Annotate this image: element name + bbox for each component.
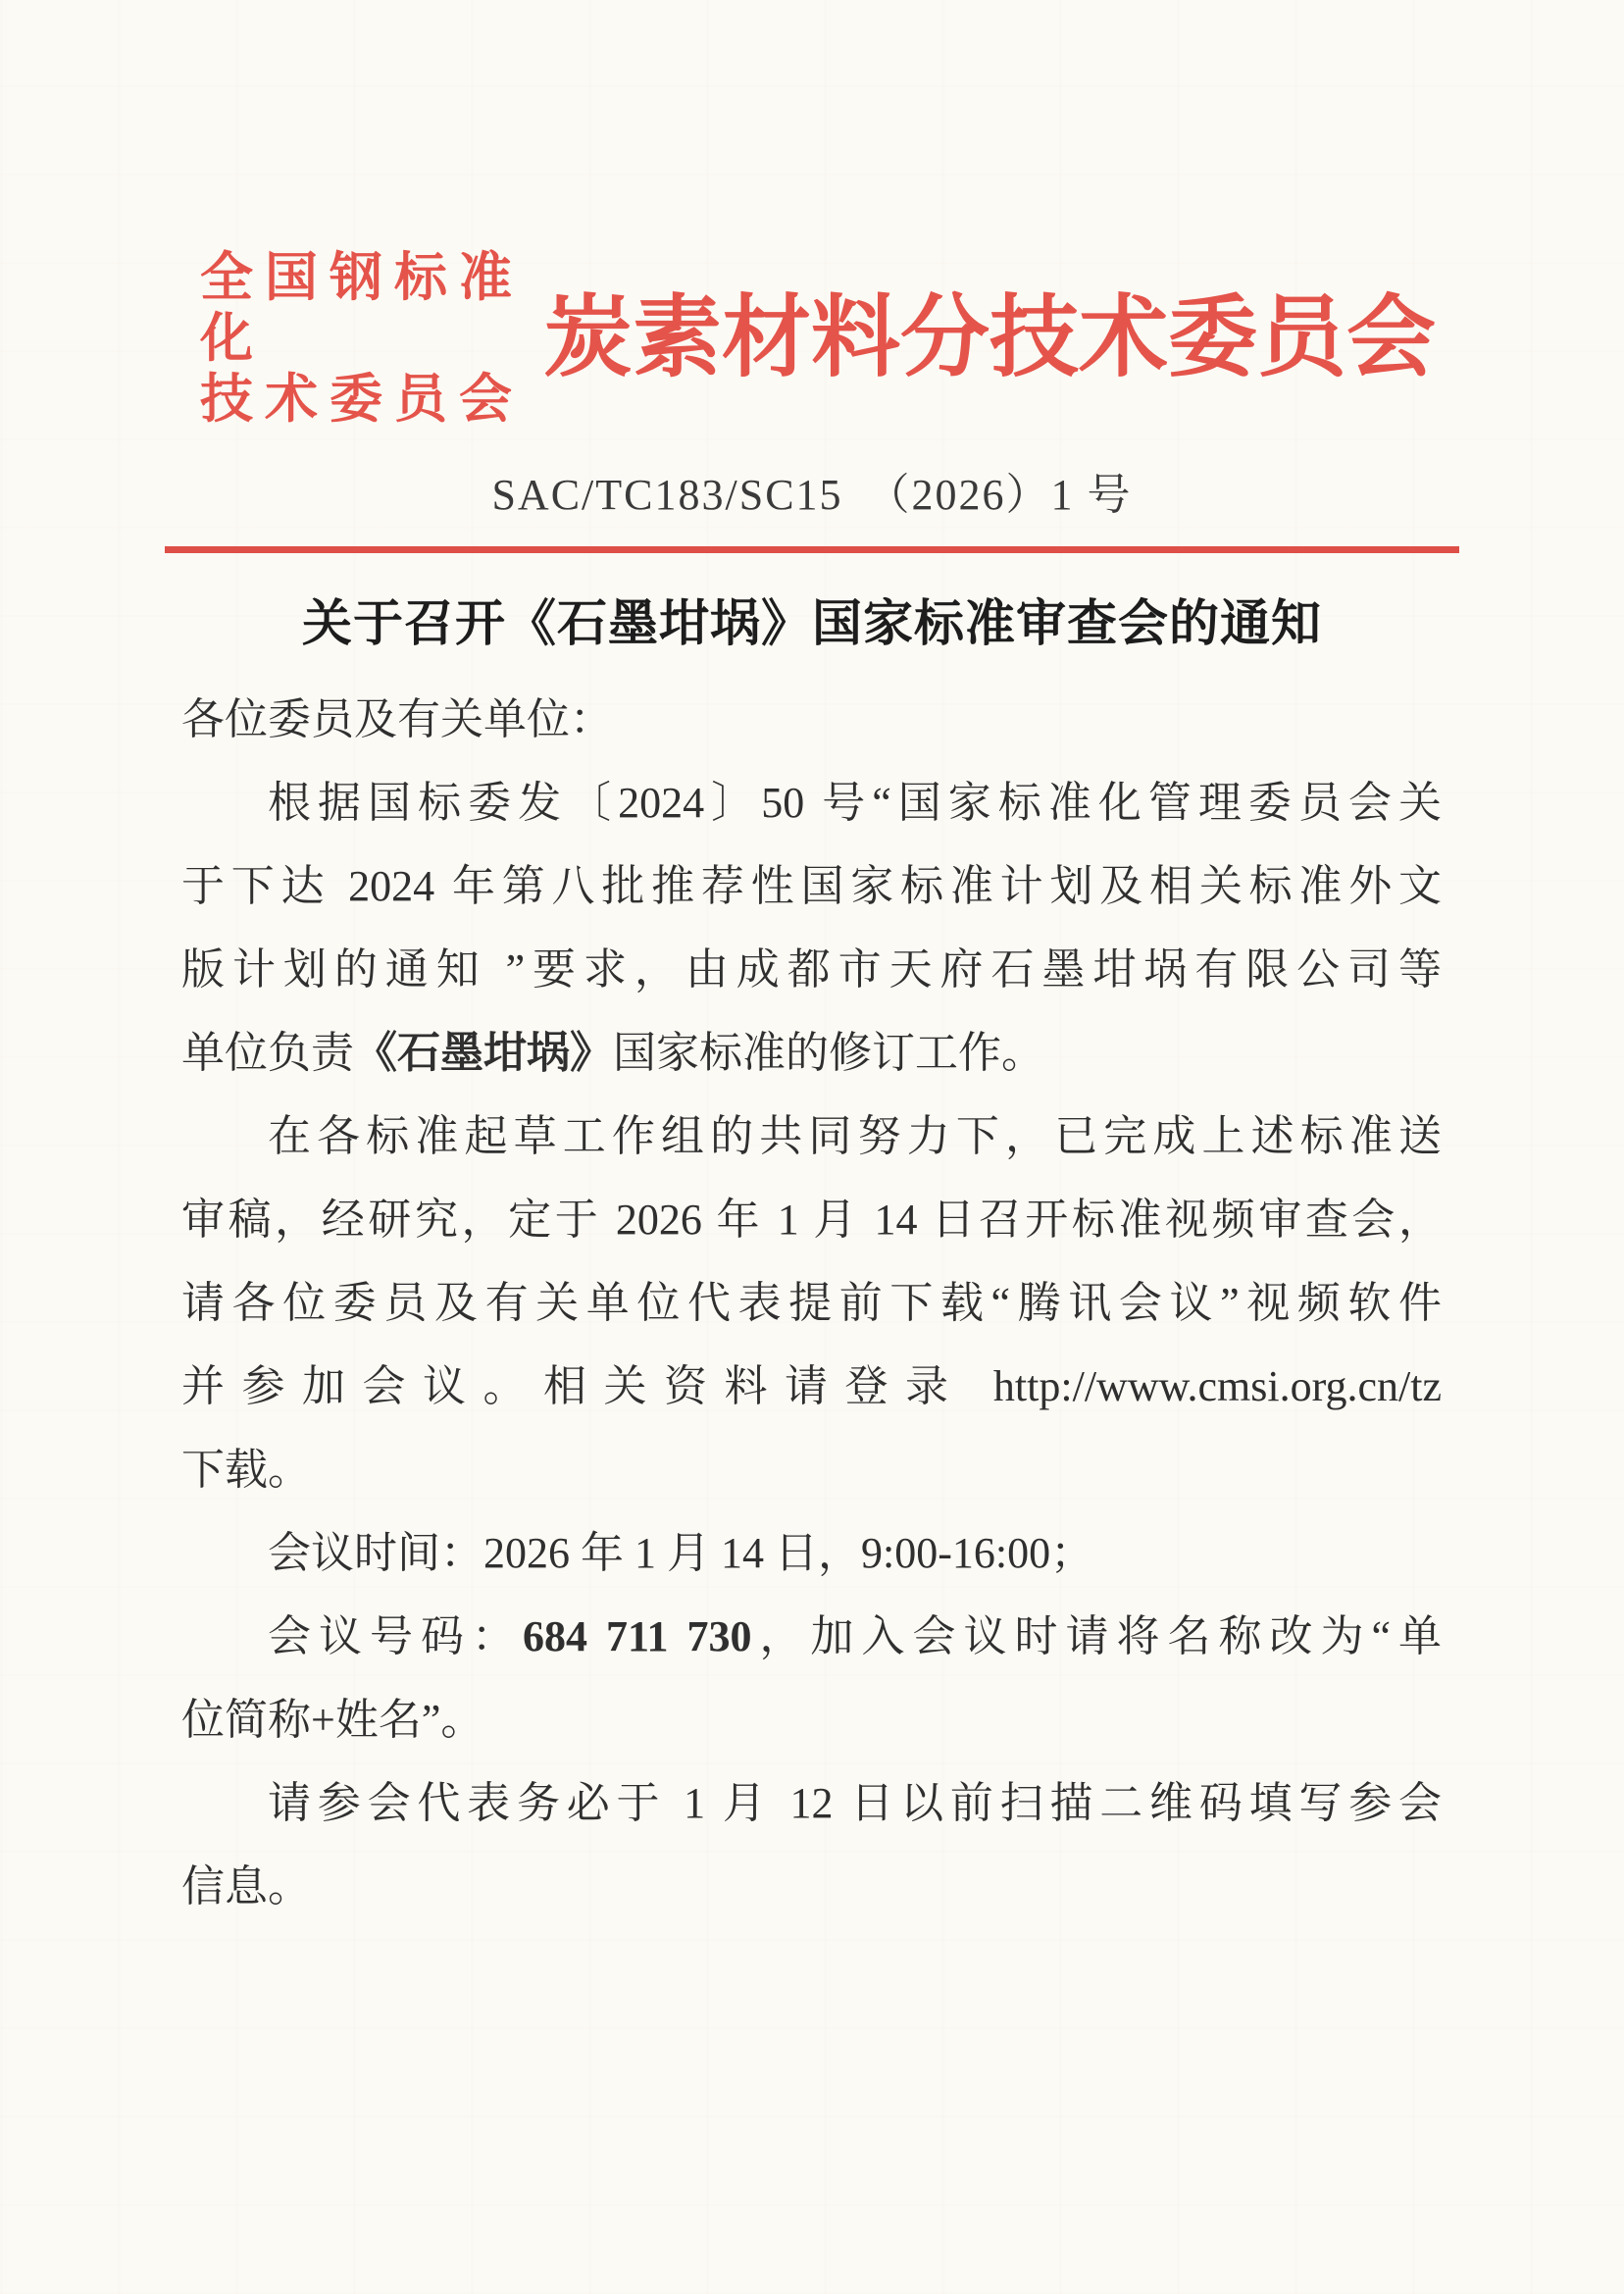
red-divider-rule: [165, 546, 1459, 553]
body-line: [181, 1345, 1442, 1428]
text-segment: 版计划的通知 ”要求，由成都市天府石墨坩埚有限公司等: [181, 945, 1442, 994]
text-segment: 国家标准的修订工作。: [613, 1029, 1044, 1077]
body-line: [181, 1845, 1442, 1928]
text-segment: 请参会代表务必于 1 月 12 日以前扫描二维码填写参会: [268, 1779, 1442, 1827]
org-name-large: 炭素材料分技术委员会: [543, 288, 1437, 388]
document-number: SAC/TC183/SC15 （2026）1 号: [491, 471, 1133, 519]
text-segment: 并参加会议。相关资料请登录 http://www.cmsi.org.cn/tz: [181, 1362, 1442, 1410]
body-line: [181, 1261, 1442, 1345]
body-line: [181, 1095, 1442, 1178]
text-segment: 在各标准起草工作组的共同努力下，已完成上述标准送: [268, 1112, 1442, 1160]
text-segment: 信息。: [181, 1862, 311, 1911]
text-segment: 根据国标委发〔2024〕50 号“国家标准化管理委员会关: [268, 779, 1442, 827]
text-segment: 于下达 2024 年第八批推荐性国家标准计划及相关标准外文: [181, 862, 1442, 910]
notice-title: 关于召开《石墨坩埚》国家标准审查会的通知: [301, 597, 1322, 652]
body-line: [181, 1678, 1442, 1761]
letterhead: [165, 247, 1459, 430]
text-segment: 位简称+姓名”。: [181, 1696, 484, 1744]
text-segment: ，加入会议时请将名称改为“单: [751, 1612, 1442, 1660]
body-line: [181, 1011, 1442, 1095]
body-line: [181, 1511, 1442, 1595]
body-text: [181, 678, 1442, 1928]
text-segment: 单位负责: [181, 1029, 354, 1077]
body-line: [181, 844, 1442, 928]
text-segment: 各位委员及有关单位：: [181, 695, 613, 743]
body-line: [181, 1595, 1442, 1678]
body-line: [181, 678, 1442, 761]
text-segment: 审稿，经研究，定于 2026 年 1 月 14 日召开标准视频审查会，: [181, 1196, 1442, 1244]
text-segment: 请各位委员及有关单位代表提前下载“腾讯会议”视频软件: [181, 1279, 1442, 1327]
org-name-small: [200, 247, 512, 430]
body-line: [181, 761, 1442, 844]
emphasized-text: 684 711 730: [522, 1612, 752, 1660]
text-segment: 下载。: [181, 1446, 311, 1494]
body-line: [181, 1428, 1442, 1511]
emphasized-text: 《石墨坩埚》: [354, 1029, 613, 1077]
org-name-small-line2: 技术委员会: [200, 370, 512, 429]
body-line: [181, 928, 1442, 1011]
body-line: [181, 1761, 1442, 1845]
text-segment: 会议号码：: [268, 1612, 523, 1660]
body-line: [181, 1178, 1442, 1261]
text-segment: 会议时间：2026 年 1 月 14 日，9:00-16:00；: [268, 1529, 1094, 1577]
org-name-small-line1: 全国钢标准化: [200, 248, 512, 368]
